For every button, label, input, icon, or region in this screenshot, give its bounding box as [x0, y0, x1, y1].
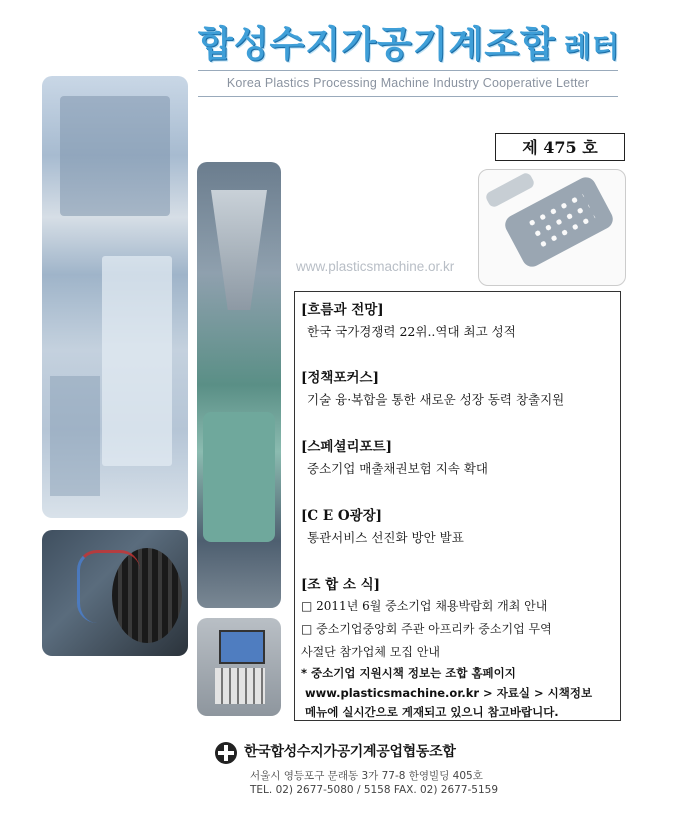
notice-line: www.plasticsmachine.or.kr > 자료실 > 시책정보 [305, 686, 593, 700]
section-text-ceo: 통관서비스 선진화 방안 발표 [307, 530, 464, 545]
contents-box [294, 291, 621, 721]
union-news-item: 사절단 참가업체 모집 안내 [301, 645, 440, 659]
notice-line: 메뉴에 실시간으로 게재되고 있으니 참고바랍니다. [305, 705, 559, 719]
factory-photo [42, 76, 188, 518]
section-heading-union-news: [조 합 소 식] [301, 577, 381, 593]
section-heading-ceo: [C E O광장] [301, 508, 383, 524]
pipe-extruder-photo [42, 530, 188, 656]
footer-org-name: 한국합성수지가공기계공업협동조합 [244, 744, 456, 760]
section-heading-policy: [정책포커스] [301, 370, 379, 386]
footer-address: 서울시 영등포구 문래동 3가 77-8 한영빌딩 405호 [250, 770, 483, 782]
title-suffix: 레터 [563, 30, 620, 63]
notice-line: * 중소기업 지원시책 정보는 조합 홈페이지 [301, 666, 516, 680]
cooperative-logo-icon [215, 742, 237, 764]
section-text-policy: 기술 융·복합을 통한 새로운 성장 동력 창출지원 [307, 392, 565, 407]
union-news-item: □ 중소기업중앙회 주관 아프리카 중소기업 무역 [301, 622, 552, 636]
title-main: 합성수지가공기계조합 [198, 24, 556, 65]
section-text-trend: 한국 국가경쟁력 22위..역대 최고 성적 [307, 324, 516, 339]
website-watermark: www.plasticsmachine.or.kr [296, 259, 455, 274]
union-news-item: □ 2011년 6월 중소기업 채용박람회 개최 안내 [301, 599, 548, 613]
newsletter-title [198, 16, 628, 65]
section-heading-special: [스페셜리포트] [301, 439, 393, 455]
issue-number-box: 제 475 호 [495, 133, 625, 161]
newsletter-subtitle: Korea Plastics Processing Machine Industry Cooperative Letter [226, 76, 590, 90]
header-rule-bottom [198, 96, 618, 97]
plastic-part-photo [478, 169, 626, 286]
control-panel-photo [197, 618, 281, 716]
section-heading-trend: [흐름과 전망] [301, 302, 384, 318]
injection-machine-photo [197, 162, 281, 608]
header-rule-top [198, 70, 618, 71]
section-text-special: 중소기업 매출채권보험 지속 확대 [307, 461, 488, 476]
footer-contact: TEL. 02) 2677-5080 / 5158 FAX. 02) 2677-5159 [250, 784, 499, 796]
